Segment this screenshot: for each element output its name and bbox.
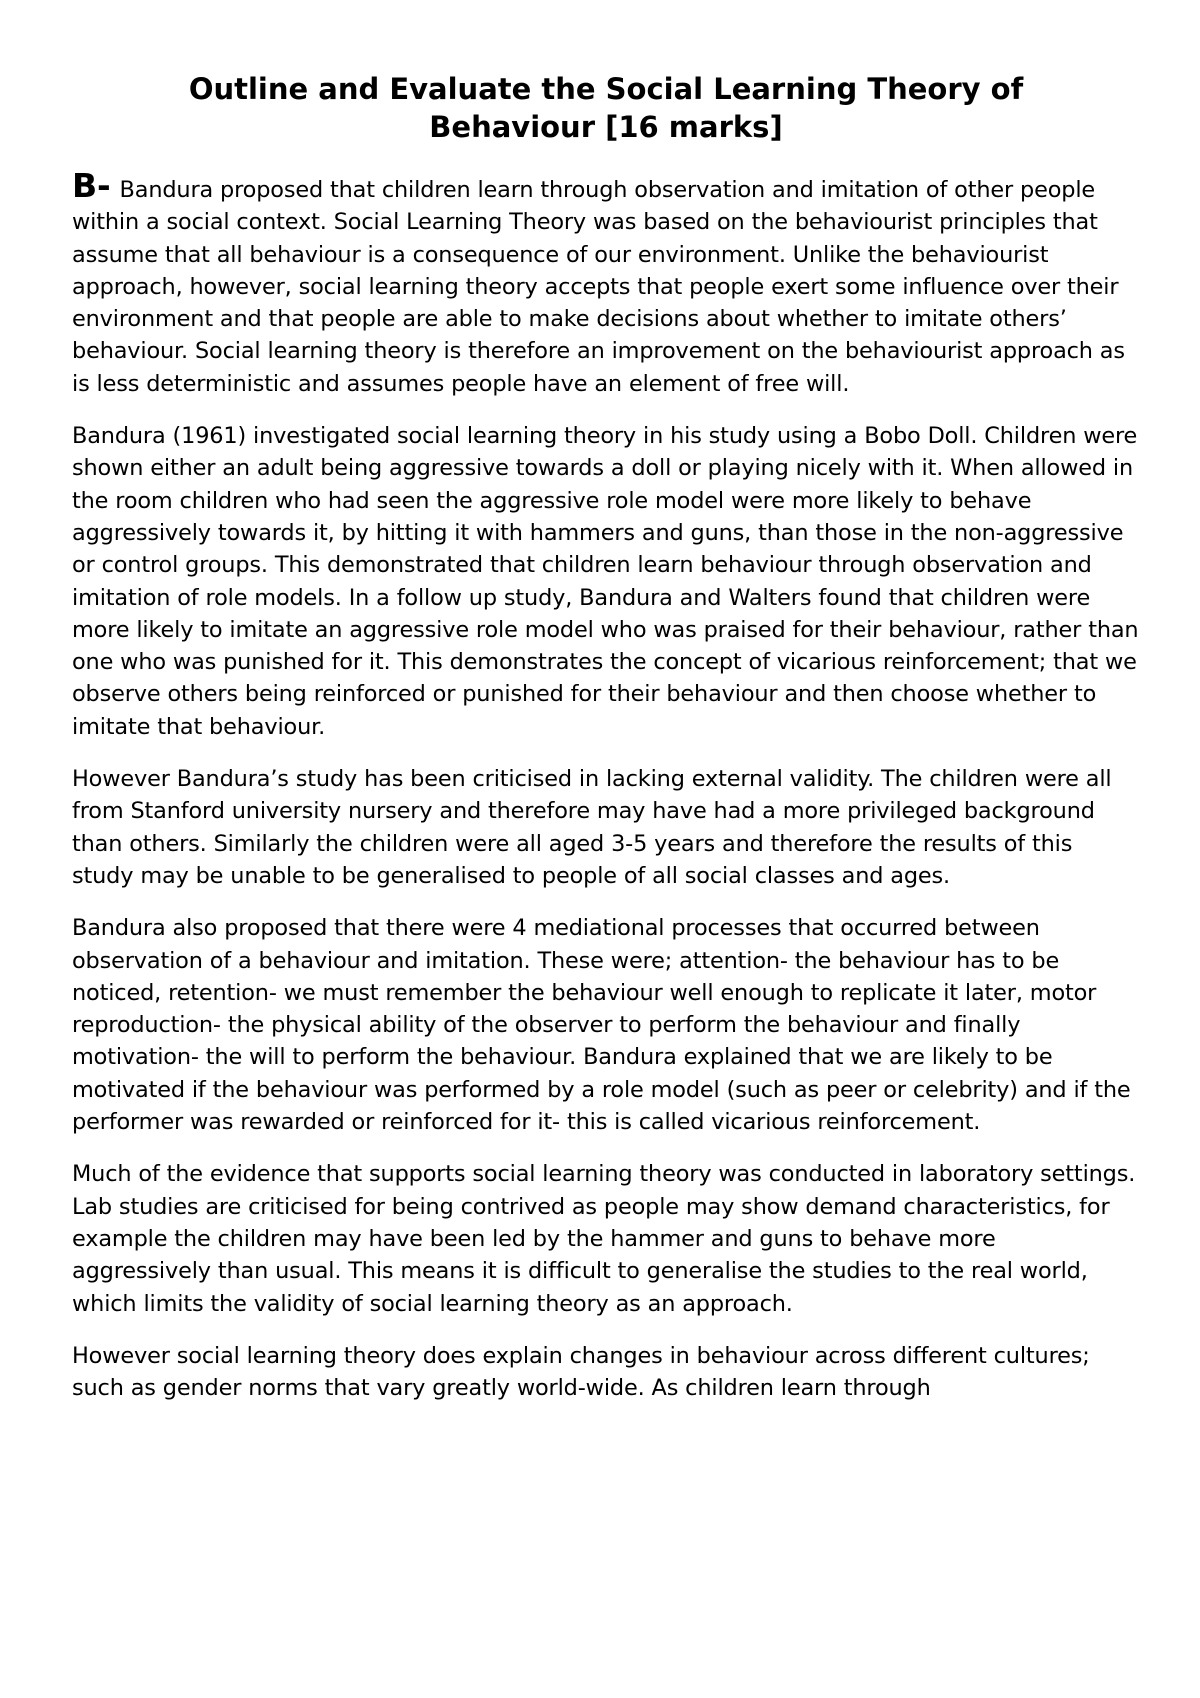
paragraph-2: Bandura (1961) investigated social learning theory in his study using a Bobo Doll. Children were shown either an adult being aggressive towards a doll or playing nicely with it. When allowed in the room children who had seen the aggressive role model were more likely to behave aggressively towards it, by hitting it with hammers and guns, than those in the non-aggressive or control groups. This demonstrated that children learn behaviour through observation and imitation of role models. In a follow up study, Bandura and Walters found that children were more likely to imitate an aggressive role model who was praised for their behaviour, rather than one who was punished for it. This demonstrates the concept of vicarious reinforcement; that we observe others being reinforced or punished for their behaviour and then choose whether to imitate that behaviour. (72, 423, 1139, 740)
grade-mark: B- (72, 166, 111, 205)
paragraph-6: However social learning theory does explain changes in behaviour across different cultures; such as gender norms that vary greatly world-wide. As children learn through (72, 1342, 1090, 1402)
paragraph-4: Bandura also proposed that there were 4 mediational processes that occurred between observation of a behaviour and imitation. These were; attention- the behaviour has to be noticed, retention- we must remember the behaviour well enough to replicate it later, motor reproduction- the physical ability of the observer to perform the behaviour and finally motivation- the will to perform the behaviour. Bandura explained that we are likely to be motivated if the behaviour was performed by a role model (such as peer or celebrity) and if the performer was rewarded or reinforced for it- this is called vicarious reinforcement. (72, 915, 1131, 1136)
essay-title: Outline and Evaluate the Social Learning Theory of Behaviour [16 marks] (188, 72, 1024, 144)
paragraph-3: However Bandura’s study has been criticised in lacking external validity. The children were all from Stanford university nursery and therefore may have had a more privileged background than others. Similarly the children were all aged 3-5 years and therefore the results of this study may be unable to be generalised to people of all social classes and ages. (72, 766, 1112, 889)
paragraph-1-text: Bandura proposed that children learn through observation and imitation of other people within a social context. Social Learning Theory was based on the behaviourist principles that assume that all behaviour is a consequence of our environment. Unlike the behaviourist approach, however, social learning theory accepts that people exert some influence over their environment and that people are able to make decisions about whether to imitate others’ behaviour. Social learning theory is therefore an improvement on the behaviourist approach as is less deterministic and assumes people have an element of free will. (72, 177, 1125, 397)
paragraph-5: Much of the evidence that supports social learning theory was conducted in laboratory settings. Lab studies are criticised for being contrived as people may show demand characteristics, for example the children may have been led by the hammer and guns to behave more aggressively than usual. This means it is difficult to generalise the studies to the real world, which limits the validity of social learning theory as an approach. (72, 1161, 1136, 1317)
essay-page (72, 70, 1140, 1424)
paragraph-1 (72, 166, 1140, 400)
